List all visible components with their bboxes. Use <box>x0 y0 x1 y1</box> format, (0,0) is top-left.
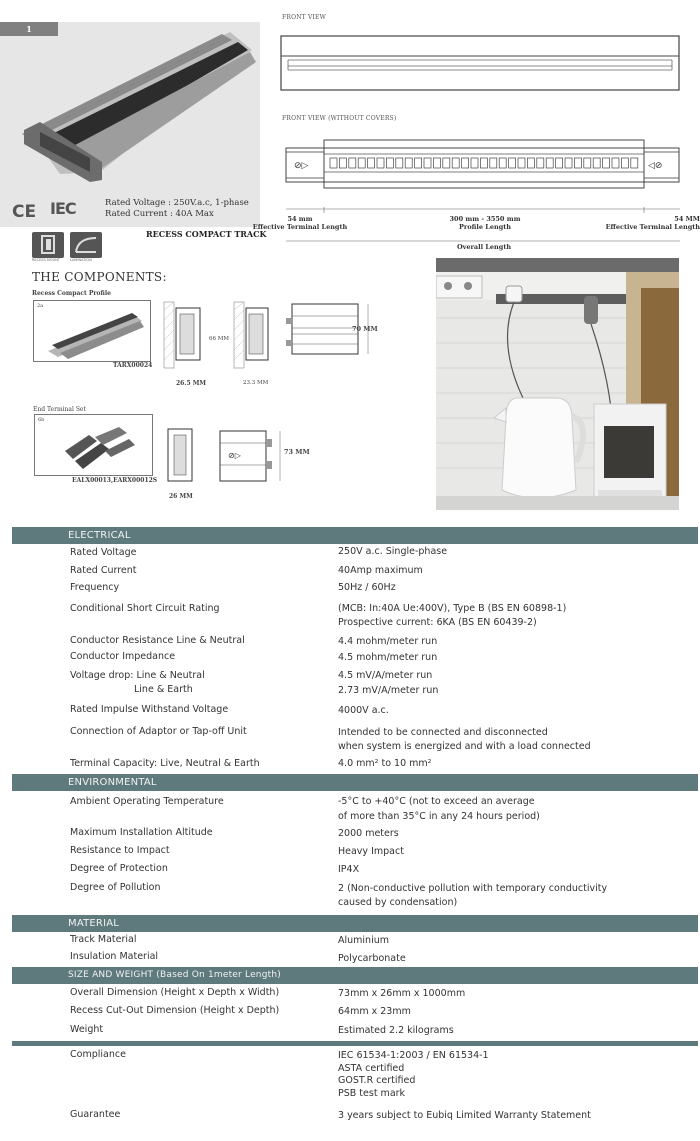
profile-inner-height: 66 MM <box>209 336 230 342</box>
rated-voltage: Rated Voltage : 250V.a.c, 1-phase <box>105 198 249 208</box>
contact-slot <box>593 158 600 168</box>
size-weight-heading: SIZE AND WEIGHT (Based On 1meter Length) <box>12 967 698 984</box>
profile-width-a: 26.5 MM <box>176 380 206 387</box>
card-number: 1 <box>0 22 58 36</box>
terminal-width: 26 MM <box>169 493 193 500</box>
spec-label: Rated Voltage <box>70 547 137 558</box>
spec-label: Ambient Operating Temperature <box>70 796 224 807</box>
contact-slot <box>527 158 534 168</box>
spec-value: when system is energized and with a load connected <box>338 741 591 752</box>
spec-label: Insulation Material <box>70 951 159 962</box>
front-view-without-covers-label: FRONT VIEW (WITHOUT COVERS) <box>282 115 397 122</box>
iec-mark: IEC <box>50 199 76 218</box>
recess-mount-icon <box>32 232 64 258</box>
spec-label: Resistance to Impact <box>70 845 170 856</box>
spec-label: Overall Dimension (Height x Depth x Width) <box>70 987 280 998</box>
contact-slot <box>603 158 610 168</box>
product-title: RECESS COMPACT TRACK <box>146 229 267 239</box>
spec-value: 50Hz / 60Hz <box>338 582 396 593</box>
spec-value: Intended to be connected and disconnected <box>338 727 548 738</box>
profile-label: Recess Compact Profile <box>32 290 111 297</box>
contact-slot <box>424 158 431 168</box>
lamination-caption: LAMINATION <box>70 258 92 262</box>
spec-value: IEC 61534-1:2003 / EN 61534-1 ASTA certified GOST.R certified PSB test mark <box>338 1050 489 1099</box>
contact-slot <box>368 158 375 168</box>
contact-slot <box>621 158 628 168</box>
contact-slot <box>499 158 506 168</box>
svg-text:⊘▷: ⊘▷ <box>228 451 241 460</box>
kitchen-photo <box>436 258 679 510</box>
contact-slot <box>612 158 619 168</box>
recess-mount-badge <box>32 232 64 262</box>
ce-mark: CE <box>12 202 37 222</box>
spec-label: Compliance <box>70 1049 126 1060</box>
spec-label: Conditional Short Circuit Rating <box>70 603 220 614</box>
contact-slot <box>480 158 487 168</box>
spec-value: 40Amp maximum <box>338 565 423 576</box>
contact-slot <box>574 158 581 168</box>
spec-label: Guarantee <box>70 1109 121 1120</box>
contact-slot <box>537 158 544 168</box>
contact-slot <box>546 158 553 168</box>
front-view-inner-drawing <box>280 136 685 192</box>
spec-label: Rated Impulse Withstand Voltage <box>70 704 229 715</box>
contact-slot <box>462 158 469 168</box>
profile-length-dimension: 300 mm - 3550 mm Profile Length <box>449 215 521 231</box>
spec-label: Recess Cut-Out Dimension (Height x Depth) <box>70 1005 280 1016</box>
contact-slot <box>471 158 478 168</box>
spec-value: of more than 35°C in any 24 hours period) <box>338 811 540 822</box>
spec-value: Prospective current: 6KA (BS EN 60439-2) <box>338 617 537 628</box>
recess-mount-caption: RECESS MOUNT <box>32 258 60 262</box>
svg-text:⊘▷: ⊘▷ <box>294 161 309 171</box>
product-card <box>0 22 260 227</box>
rated-current: Rated Current : 40A Max <box>105 209 214 219</box>
spec-value: Aluminium <box>338 935 389 946</box>
overall-length-caption: Overall Length <box>456 243 512 251</box>
spec-value: 250V a.c. Single-phase <box>338 546 448 557</box>
spec-value: (MCB: In:40A Ue:400V), Type B (BS EN 60898-1) <box>338 603 567 614</box>
spec-label: Voltage drop: Line & Neutral <box>70 670 205 681</box>
spec-label: Terminal Capacity: Live, Neutral & Earth <box>70 758 260 769</box>
terminal-height: 73 MM <box>284 448 310 456</box>
spec-value: -5°C to +40°C (not to exceed an average <box>338 796 535 807</box>
contact-slot <box>405 158 412 168</box>
profile-width-b: 23.3 MM <box>243 380 269 386</box>
contact-slot <box>377 158 384 168</box>
front-view-label: FRONT VIEW <box>282 14 327 21</box>
spec-value: caused by condensation) <box>338 897 458 908</box>
compliance-divider <box>12 1041 698 1046</box>
spec-value: Heavy Impact <box>338 846 404 857</box>
spec-label: Track Material <box>70 934 137 945</box>
terminal-code: EALX00013,EARX00012S <box>72 477 158 484</box>
contact-slot <box>556 158 563 168</box>
spec-value: 4.0 mm² to 10 mm² <box>338 758 432 769</box>
track-product-image <box>0 22 260 227</box>
profile-image <box>34 301 150 361</box>
contact-slot <box>452 158 459 168</box>
spec-value: 2.73 mV/A/meter run <box>338 685 439 696</box>
electrical-heading: ELECTRICAL <box>12 527 698 544</box>
contact-slot <box>339 158 346 168</box>
spec-value: IP4X <box>338 864 360 875</box>
spec-value: 2000 meters <box>338 828 399 839</box>
spec-value: 73mm x 26mm x 1000mm <box>338 988 466 999</box>
contact-slot <box>415 158 422 168</box>
front-view-drawing <box>280 34 680 92</box>
profile-height: 70 MM <box>352 325 378 333</box>
contact-slot <box>490 158 497 168</box>
spec-value: 3 years subject to Eubiq Limited Warranty Statement <box>338 1110 591 1121</box>
terminal-image <box>35 415 152 475</box>
right-terminal-dimension: 54 MM Effective Terminal Length <box>605 215 700 231</box>
terminal-label: End Terminal Set <box>33 406 86 413</box>
spec-label: Connection of Adaptor or Tap-off Unit <box>70 726 247 737</box>
left-terminal-dimension: 54 mm Effective Terminal Length <box>252 215 348 231</box>
spec-label: Conductor Impedance <box>70 651 176 662</box>
contact-slot <box>518 158 525 168</box>
components-title: THE COMPONENTS: <box>32 270 167 284</box>
svg-text:◁⊘: ◁⊘ <box>648 161 663 171</box>
contact-slot <box>358 158 365 168</box>
material-heading: MATERIAL <box>12 915 698 932</box>
spec-value: 4000V a.c. <box>338 705 389 716</box>
contact-slot <box>565 158 572 168</box>
environmental-heading: ENVIRONMENTAL <box>12 774 698 791</box>
spec-value: 2 (Non-conductive pollution with temporary conductivity <box>338 883 608 894</box>
spec-label: Frequency <box>70 582 120 593</box>
spec-label: Degree of Protection <box>70 863 168 874</box>
terminal-section-drawing <box>166 425 286 487</box>
contact-slot <box>631 158 638 168</box>
spec-label: Maximum Installation Altitude <box>70 827 213 838</box>
lamination-icon <box>70 232 102 258</box>
spec-label: Rated Current <box>70 565 137 576</box>
spec-value: 4.5 mohm/meter run <box>338 652 438 663</box>
contact-slot <box>330 158 337 168</box>
lamination-badge <box>70 232 102 262</box>
contact-slot <box>443 158 450 168</box>
profile-image-box: 2a <box>33 300 151 362</box>
spec-value: 4.5 mV/A/meter run <box>338 670 433 681</box>
contact-slot <box>349 158 356 168</box>
spec-label: Weight <box>70 1024 104 1035</box>
rating-text <box>105 198 249 220</box>
contact-slot <box>396 158 403 168</box>
spec-value: 4.4 mohm/meter run <box>338 636 438 647</box>
spec-value: Polycarbonate <box>338 953 406 964</box>
contact-slot <box>433 158 440 168</box>
terminal-image-box: 6b <box>34 414 153 476</box>
spec-label: Degree of Pollution <box>70 882 161 893</box>
contact-slot <box>584 158 591 168</box>
contact-slot <box>509 158 516 168</box>
spec-value: 64mm x 23mm <box>338 1006 411 1017</box>
profile-code: TARX00024 <box>113 362 153 369</box>
spec-value: Estimated 2.2 kilograms <box>338 1025 454 1036</box>
spec-label: Line & Earth <box>134 684 193 695</box>
contact-slot <box>386 158 393 168</box>
spec-label: Conductor Resistance Line & Neutral <box>70 635 245 646</box>
